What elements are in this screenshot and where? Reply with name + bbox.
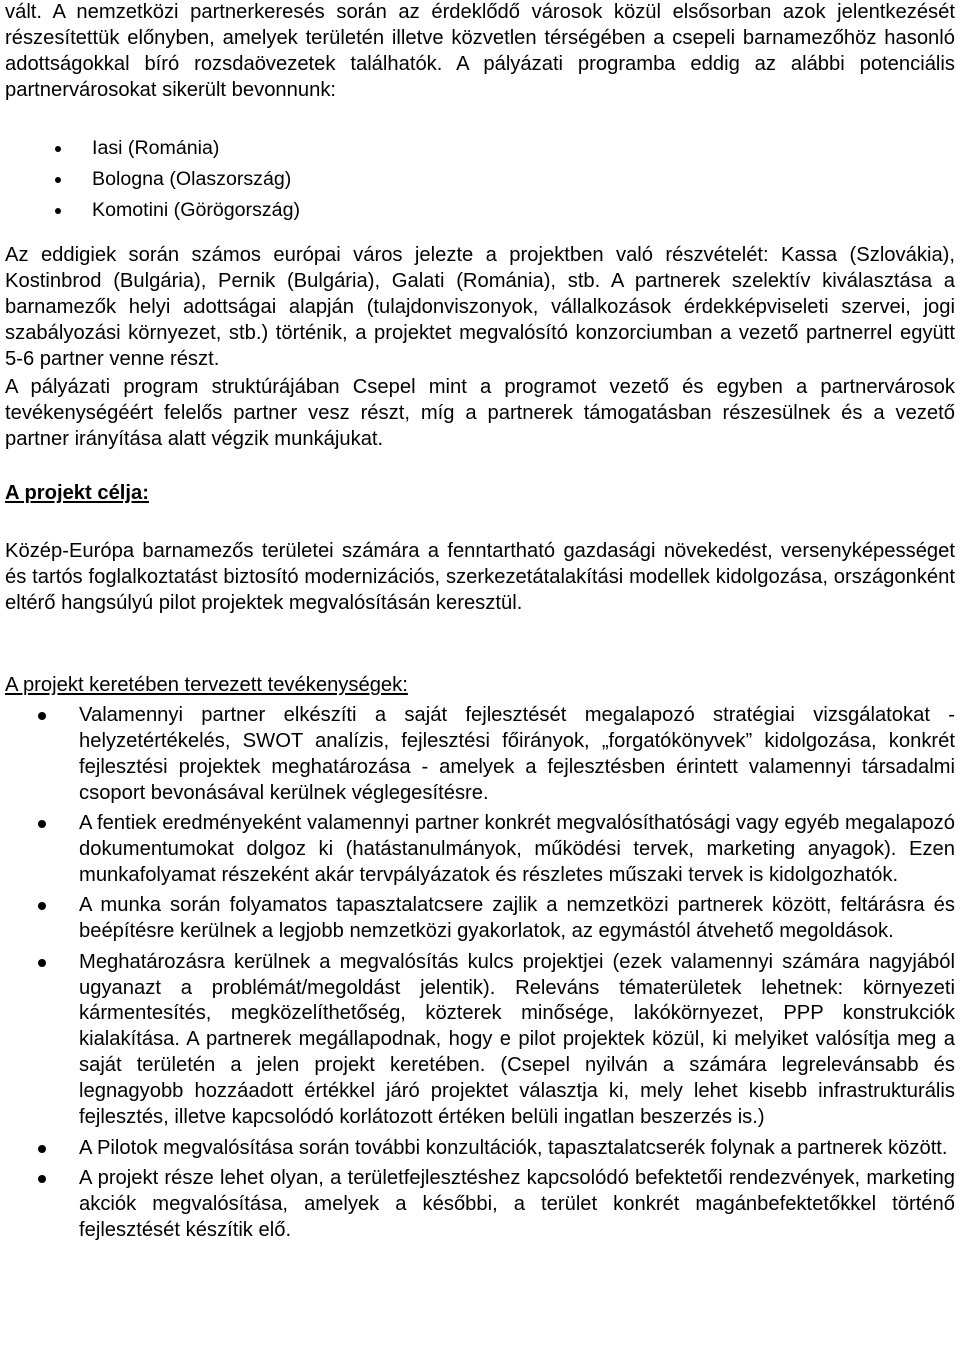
list-item xyxy=(0,195,500,226)
goal-paragraph: Közép-Európa barnamezős területei számára a fenntartható gazdasági növekedést, versenyképességet és tartós foglalkoztatást biztosító modernizációs, szerkezetátalakítási modellek kidolgozása, országonként eltérő hangsúlyú pilot projektek megvalósításán keresztül. xyxy=(5,540,955,614)
list-item xyxy=(0,893,955,945)
activities-heading: A projekt keretében tervezett tevékenységek: xyxy=(5,674,408,696)
list-item xyxy=(0,133,500,164)
bullet-icon xyxy=(55,177,61,183)
goal-heading: A projekt célja: xyxy=(5,482,149,504)
list-item xyxy=(0,811,955,889)
bullet-icon xyxy=(38,959,46,967)
city-name: Iasi (Románia) xyxy=(92,137,220,159)
list-item xyxy=(0,1166,955,1244)
interest-paragraph: Az eddigiek során számos európai város jelezte a projektben való részvételét: Kassa (Szlovákia), Kostinbrod (Bulgária), Pernik (Bulgária), Galati (Románia), stb. A partnerek szelektív kiválasztása a barnamezők helyi adottságai alapján (tulajdonviszonyok, vállalkozások érdekképviseleti szervei, jogi szabályozási környezet, stb.) történik, a projektet megvalósító konzorciumban a vezető partnerrel együtt 5-6 partner venne részt. xyxy=(5,244,955,370)
list-item xyxy=(0,1136,955,1162)
city-name: Komotini (Görögország) xyxy=(92,199,300,221)
partner-city-list xyxy=(0,133,500,226)
activity-text: Meghatározásra kerülnek a megvalósítás kulcs projektjei (ezek valamennyi számára nagyjából ugyanazt a problémát/megoldást jelentik). Releváns tématerületek lehetnek: környezeti kármentesítés, megközelíthetőség, közterek minősége, lakókörnyezet, PPP konstrukciók kialakítása. A partnerek megállapodnak, hogy e pilot projektek közül, ki melyiket valósítja meg a saját területén a jelen projekt keretében. (Csepel nyilván a számára legrelevánsabb és legnagyobb hozzáadott értékkel járó projektet választja ki, mely lehet kisebb infrastrukturális fejlesztés, illetve kapcsolódó korlátozott értéken belüli ingatlan beszerzés is.) xyxy=(79,950,955,1129)
activity-text: A Pilotok megvalósítása során további konzultációk, tapasztalatcserék folynak a partnerek között. xyxy=(79,1136,948,1159)
activities-list xyxy=(0,703,960,1248)
bullet-icon xyxy=(38,1175,46,1183)
bullet-icon xyxy=(55,146,61,152)
city-name: Bologna (Olaszország) xyxy=(92,168,292,190)
bullet-icon xyxy=(38,712,46,720)
activity-text: Valamennyi partner elkészíti a saját fejlesztését megalapozó stratégiai vizsgálatokat - helyzetértékelés, SWOT analízis, fejlesztési főirányok, „forgatókönyvek” kidolgozása, konkrét fejlesztési projektek meghatározása - amelyek a fejlesztésben érintett valamennyi társadalmi csoport bevonásával kerülnek véglegesítésre. xyxy=(79,704,955,804)
list-item xyxy=(0,950,955,1131)
list-item xyxy=(0,164,500,195)
activity-text: A projekt része lehet olyan, a területfejlesztéshez kapcsolódó befektetői rendezvények, marketing akciók megvalósítása, amelyek a későbbi, a terület konkrét magánbefektetőkkel történő fejlesztését készítik elő. xyxy=(79,1166,955,1241)
activity-text: A munka során folyamatos tapasztalatcsere zajlik a nemzetközi partnerek között, feltárásra és beépítésre kerülnek a legjobb nemzetközi gyakorlatok, az egymástól átvehető megoldások. xyxy=(79,894,955,943)
bullet-icon xyxy=(55,208,61,214)
bullet-icon xyxy=(38,902,46,910)
bullet-icon xyxy=(38,1145,46,1153)
activity-text: A fentiek eredményeként valamennyi partner konkrét megvalósíthatósági vagy egyéb megalapozó dokumentumokat dolgoz ki (hatástanulmányok, működési tervek, marketing anyagok). Ezen munkafolyamat részeként akár tervpályázatok és részletes műszaki tervek is kidolgozhatók. xyxy=(79,812,955,886)
intro-paragraph: vált. A nemzetközi partnerkeresés során az érdeklődő városok közül elsősorban azok jelentkezését részesítettük előnyben, amelyek területén illetve közvetlen térségében a csepeli barnamezőhöz hasonló adottságokkal bíró rozsdaövezetek találhatók. A pályázati programba eddig az alábbi potenciális partnervárosokat sikerült bevonnunk: xyxy=(5,1,955,101)
bullet-icon xyxy=(38,820,46,828)
structure-paragraph: A pályázati program struktúrájában Csepel mint a programot vezető és egyben a partnervárosok tevékenységéért felelős partner vesz részt, míg a partnerek támogatásban részesülnek és a vezető partner irányítása alatt végzik munkájukat. xyxy=(5,376,955,450)
list-item xyxy=(0,703,955,807)
